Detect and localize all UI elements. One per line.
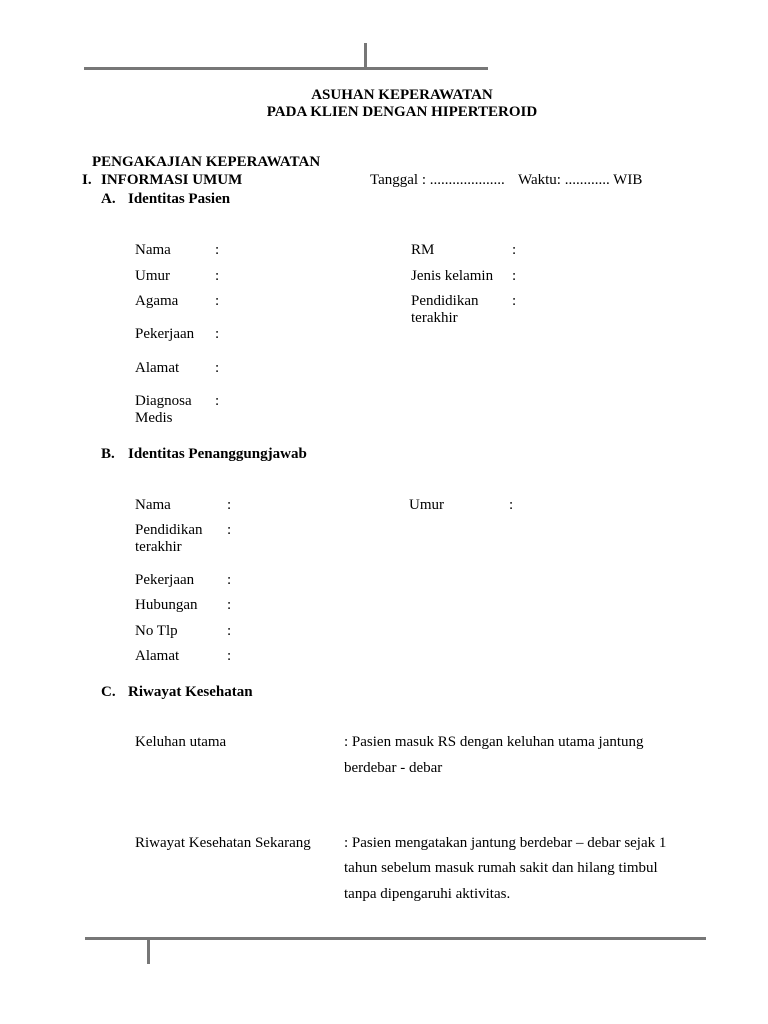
guardian-relationship-colon: :	[227, 597, 232, 613]
patient-age-label: Umur	[135, 268, 170, 284]
patient-diagnosis-colon: :	[215, 393, 220, 409]
guardian-section-title: Identitas Penanggungjawab	[128, 446, 307, 462]
current-history-line3: tanpa dipengaruhi aktivitas.	[344, 886, 511, 902]
patient-name-label: Nama	[135, 242, 171, 258]
guardian-relationship-label: Hubungan	[135, 597, 198, 613]
history-section-letter: C.	[101, 684, 116, 700]
guardian-section-letter: B.	[101, 446, 115, 462]
current-history-line2: tahun sebelum masuk rumah sakit dan hilang timbul	[344, 860, 658, 876]
patient-gender-colon: :	[512, 268, 517, 284]
patient-section-title: Identitas Pasien	[128, 191, 231, 207]
section1-title: INFORMASI UMUM	[101, 172, 243, 188]
patient-address-colon: :	[215, 360, 220, 376]
header-tick	[364, 43, 367, 69]
guardian-address-label: Alamat	[135, 648, 180, 664]
chief-complaint-label: Keluhan utama	[135, 734, 227, 750]
patient-rm-colon: :	[512, 242, 517, 258]
guardian-name-colon: :	[227, 497, 232, 513]
current-history-line1: : Pasien mengatakan jantung berdebar – debar sejak 1	[344, 835, 667, 851]
guardian-address-colon: :	[227, 648, 232, 664]
patient-occupation-label: Pekerjaan	[135, 326, 195, 342]
chief-complaint-line1: : Pasien masuk RS dengan keluhan utama jantung	[344, 734, 644, 750]
document-title-line1: ASUHAN KEPERAWATAN	[311, 87, 493, 103]
chief-complaint-line2: berdebar - debar	[344, 760, 443, 776]
patient-section-letter: A.	[101, 191, 116, 207]
patient-education-label: Pendidikan terakhir	[411, 293, 479, 326]
guardian-occupation-label: Pekerjaan	[135, 572, 195, 588]
patient-occupation-colon: :	[215, 326, 220, 342]
patient-age-colon: :	[215, 268, 220, 284]
section1-number: I.	[82, 172, 92, 188]
footer-tick	[147, 939, 150, 964]
history-section-title: Riwayat Kesehatan	[128, 684, 253, 700]
document-title-line2: PADA KLIEN DENGAN HIPERTEROID	[266, 104, 538, 120]
guardian-education-colon: :	[227, 522, 232, 538]
guardian-phone-colon: :	[227, 623, 232, 639]
header-rule	[84, 67, 488, 70]
guardian-age-colon: :	[509, 497, 514, 513]
current-history-label: Riwayat Kesehatan Sekarang	[135, 835, 311, 851]
guardian-occupation-colon: :	[227, 572, 232, 588]
patient-gender-label: Jenis kelamin	[411, 268, 494, 284]
patient-diagnosis-label: Diagnosa Medis	[135, 393, 192, 426]
assessment-heading: PENGAKAJIAN KEPERAWATAN	[92, 154, 321, 170]
guardian-name-label: Nama	[135, 497, 171, 513]
patient-religion-colon: :	[215, 293, 220, 309]
patient-address-label: Alamat	[135, 360, 180, 376]
time-label: Waktu: ............ WIB	[518, 172, 643, 188]
patient-name-colon: :	[215, 242, 220, 258]
footer-rule	[85, 937, 706, 940]
guardian-age-label: Umur	[409, 497, 444, 513]
date-label: Tanggal : ....................	[370, 172, 505, 188]
patient-rm-label: RM	[411, 242, 435, 258]
patient-religion-label: Agama	[135, 293, 179, 309]
guardian-phone-label: No Tlp	[135, 623, 178, 639]
patient-education-colon: :	[512, 293, 517, 309]
guardian-education-label: Pendidikan terakhir	[135, 522, 203, 555]
